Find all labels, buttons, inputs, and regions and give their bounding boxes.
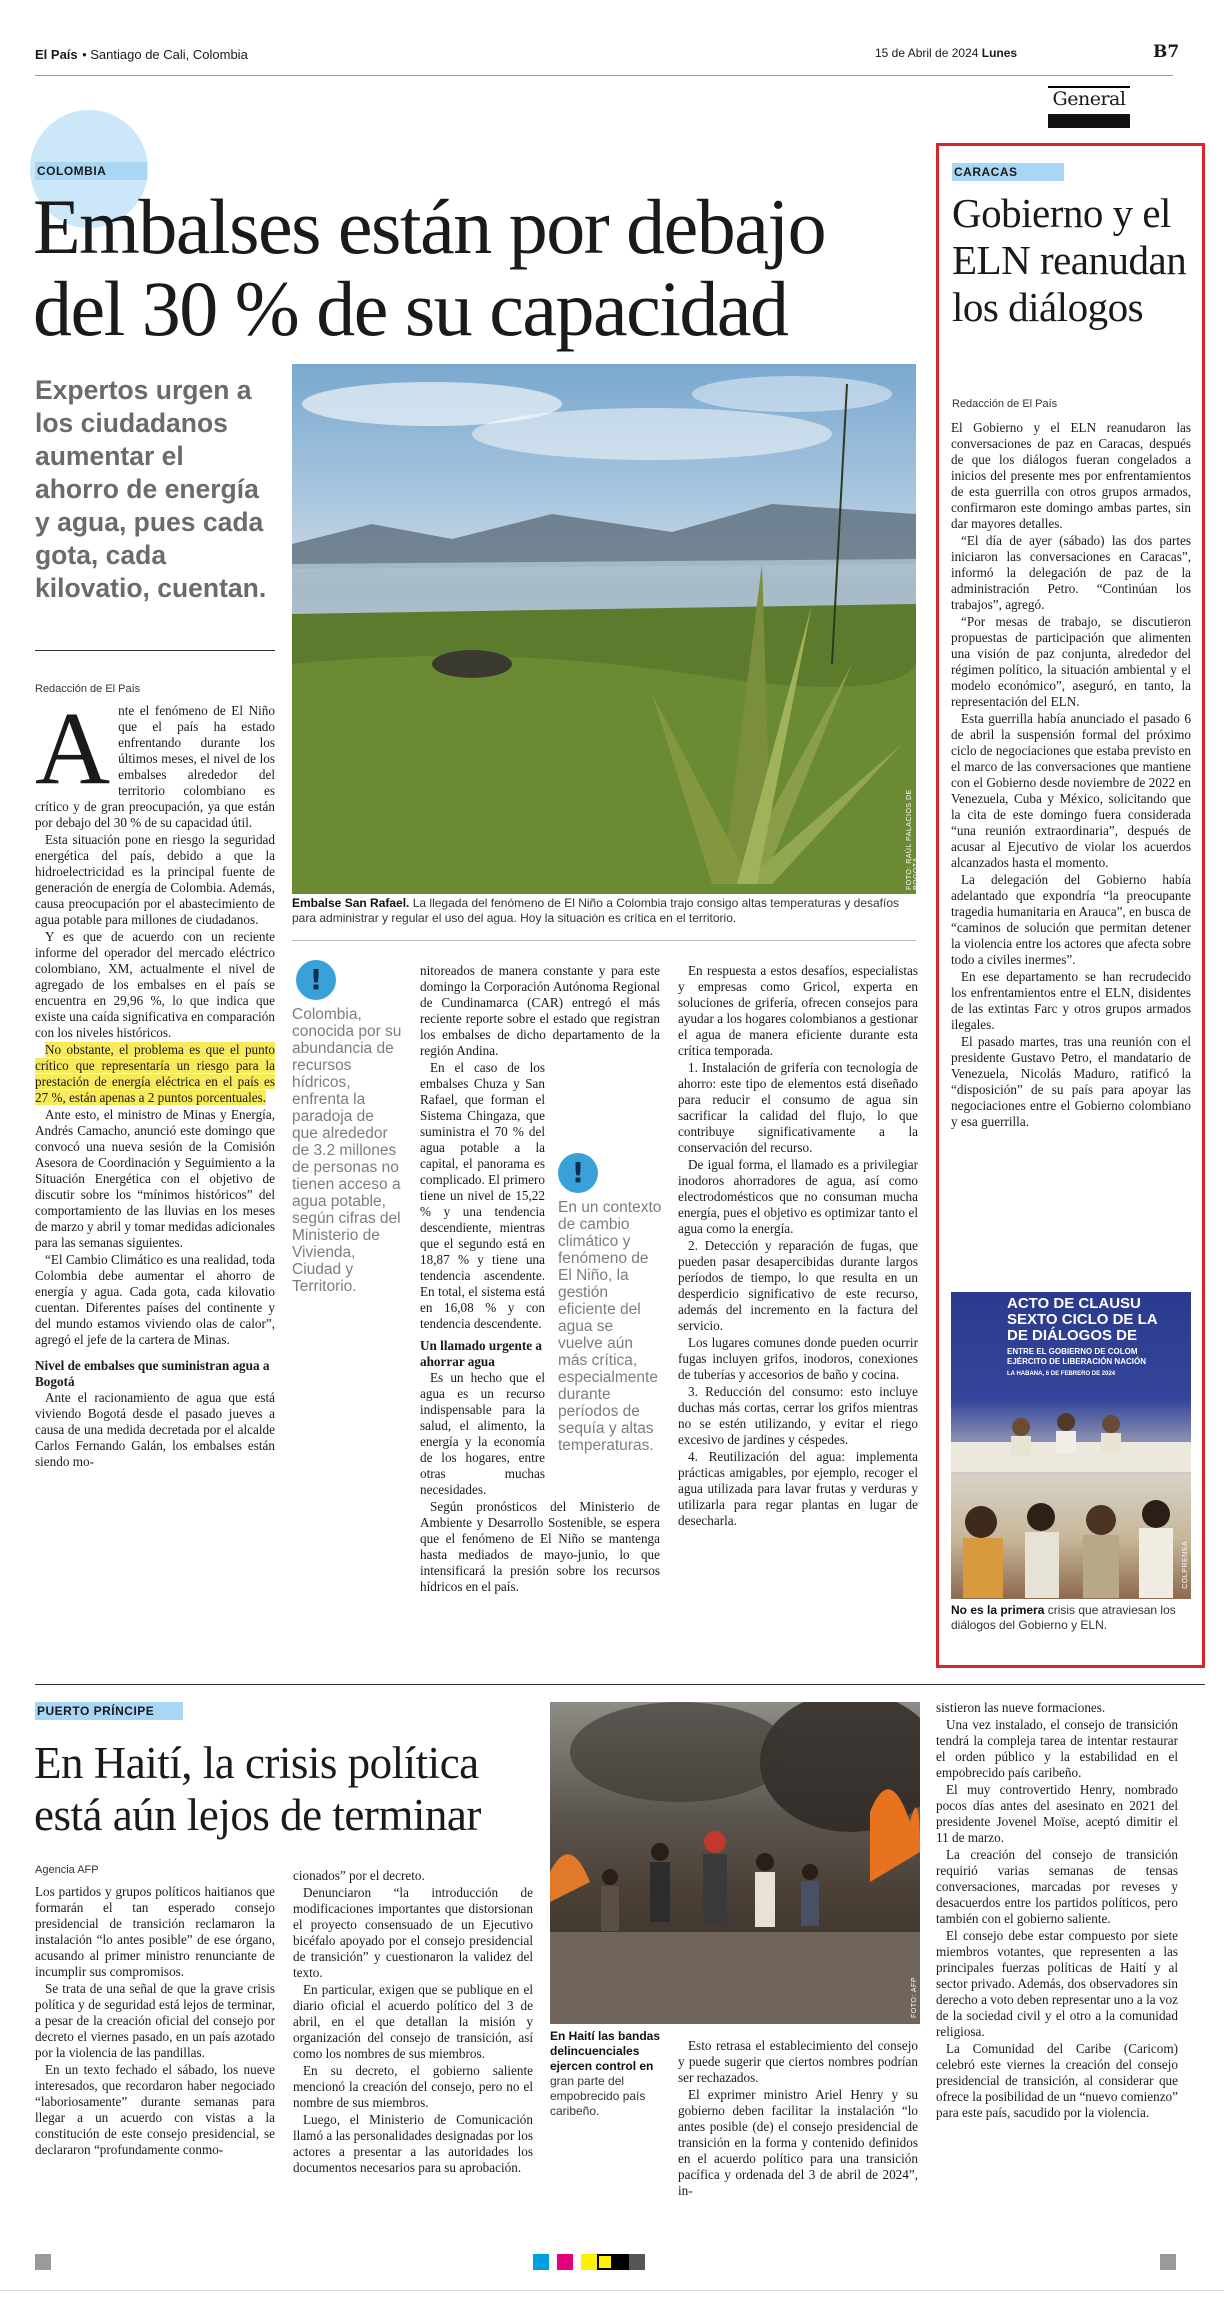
paragraph: Es un hecho que el agua es un recurso indispensable para la salud, el alimento, la energía y la economía de los hogares, entre otras muchas necesidades. bbox=[420, 1370, 545, 1497]
caption-bold: No es la primera bbox=[951, 1603, 1045, 1617]
haiti-headline bbox=[34, 1737, 544, 1841]
main-headline bbox=[33, 183, 923, 352]
paragraph: Esto retrasa el establecimiento del consejo y puede sugerir que ciertos nombres podrían ser rechazados. bbox=[678, 2038, 918, 2085]
paragraph: “El día de ayer (sábado) las dos partes iniciaron las conversaciones en Caracas”, informó la delegación de paz de la administración Petro. “Continúan los trabajos”, agregó. bbox=[951, 533, 1191, 612]
paragraph: En su decreto, el gobierno saliente mencionó la creación del consejo, pero no el nombre de sus miembros. bbox=[293, 2063, 533, 2110]
section-name: General bbox=[1052, 88, 1126, 110]
eln-photo bbox=[951, 1292, 1191, 1599]
paragraph: De igual forma, el llamado es a privilegiar inodoros ahorradores de agua, así como electrodomésticos que no consuman mucha energía, pues el objetivo es optimizar tanto el agua como la energía. bbox=[678, 1157, 918, 1236]
bottom-rule bbox=[0, 2290, 1224, 2291]
caption-bold: En Haití las bandas delincuenciales ejercen control en bbox=[550, 2029, 661, 2073]
section-bar bbox=[1048, 114, 1130, 128]
haiti-col-4 bbox=[678, 2038, 918, 2200]
paragraph: El pasado martes, tras una reunión con el presidente Gustavo Petro, el mandatario de Venezuela, Nicolás Maduro, ratificó la “disposición” de su país para apoyar las negociaciones entre el Gobierno colombiano y esa guerrilla. bbox=[951, 1034, 1191, 1129]
swatch-black bbox=[613, 2254, 629, 2270]
section-divider bbox=[35, 1684, 1205, 1685]
banner-line: DE DIÁLOGOS DE bbox=[1007, 1327, 1138, 1344]
paragraph: En particular, exigen que se publique en el diario oficial el acuerdo político del 3 de abril, en el que detallan la misión y organización del consejo de transición, así como los nombres de sus miembros. bbox=[293, 1982, 533, 2061]
registration-mark-left bbox=[35, 2254, 51, 2270]
paragraph: Ante el racionamiento de agua que está viviendo Bogotá desde el pasado jueves a causa de una medida decretada por el alcalde Carlos Fernando Galán, los embalses están siendo mo- bbox=[35, 1390, 275, 1469]
caption-text: La llegada del fenómeno de El Niño a Colombia trajo consigo altas temperaturas y desafíos para administrar y regular el uso del agua. Hoy la situación es crítica en el territorio. bbox=[292, 896, 900, 925]
haiti-caption bbox=[550, 2029, 662, 2119]
swatch-yellow bbox=[581, 2254, 597, 2270]
paragraph: El consejo debe estar compuesto por siete miembros votantes, que representen a las principales fuerzas políticas de Haití y al sector privado. Además, dos observadores sin derecho a voto deben representar uno a la voz de la sociedad civil y el otro a la comunidad religiosa. bbox=[936, 1928, 1178, 2039]
headline-line2: está aún lejos de terminar bbox=[34, 1790, 481, 1840]
registration-mark-right bbox=[1160, 2254, 1176, 2270]
photo-credit: FOTO: AFP bbox=[911, 1977, 918, 2018]
highlighted-paragraph bbox=[35, 1042, 275, 1106]
banner-line: SEXTO CICLO DE LA bbox=[1007, 1311, 1158, 1328]
pull-quote-2 bbox=[558, 1153, 662, 1454]
paragraph: En el caso de los embalses Chuza y San Rafael, que forman el Sistema Chingaza, que suministra el 70 % del agua potable a la capital, el panorama es complicado. El primero tiene un nivel de 15,22 % y una tendencia descendiente, mientras que el segundo está en 18,87 % y tiene una tendencia ascendente. En total, el sistema está en 16,08 % y con tendencia descendente. bbox=[420, 1060, 545, 1331]
paragraph: Luego, el Ministerio de Comunicación llamó a las personalidades designadas por los actores a presentar a las autoridades los documentos necesarios para su aprobación. bbox=[293, 2112, 533, 2175]
paragraph: Se trata de una señal de que la grave crisis política y de seguridad está lejos de terminar, a pesar de la creación oficial del consejo por decreto el viernes pasado, en un país azotado por la violencia de las pandillas. bbox=[35, 1981, 275, 2060]
paragraph: “El Cambio Climático es una realidad, toda Colombia debe aumentar el ahorro de energía y agua. Cada gota, cada kilovatio cuentan. Diferentes países del continente y del mundo estamos viviendo olas de calor”, agregó el jefe de la cartera de Minas. bbox=[35, 1252, 275, 1347]
paragraph: Los partidos y grupos políticos haitianos que formarán el tan esperado consejo presidencial de transición reclamaron la instalación “lo antes posible” de ese órgano, acusando al primer ministro renunciante de incumplir sus compromisos. bbox=[35, 1884, 275, 1979]
main-deck: Expertos urgen a los ciudadanos aumentar el ahorro de energía y agua, pues cada gota, cada kilovatio, cuentan. bbox=[35, 375, 267, 603]
swatch-magenta bbox=[557, 2254, 573, 2270]
caption-bold: Embalse San Rafael. bbox=[292, 896, 410, 910]
photo-scenery bbox=[292, 364, 916, 894]
paragraph: nitoreados de manera constante y para este domingo la Corporación Autónoma Regional de Cundinamarca (CAR) entregó el más reciente reporte sobre el estado que registran los embalses de dicho departamento de la región Andina. bbox=[420, 963, 660, 1058]
reservoir-photo bbox=[292, 364, 916, 894]
haiti-col-5 bbox=[936, 1700, 1178, 2122]
section-label bbox=[1048, 86, 1130, 110]
color-bar bbox=[533, 2254, 645, 2270]
date: 15 de Abril de 2024 bbox=[875, 46, 979, 60]
main-kicker: COLOMBIA bbox=[35, 162, 147, 180]
swatch-white bbox=[573, 2254, 581, 2270]
headline-line1: Embalses están por debajo bbox=[33, 183, 826, 270]
swatch-yellow-2 bbox=[597, 2254, 613, 2270]
swatch-white bbox=[549, 2254, 557, 2270]
pull-quote-text: En un contexto de cambio climático y fenómeno de El Niño, la gestión eficiente del agua se vuelve aún más crítica, especialmente durante períodos de sequía y altas temperaturas. bbox=[558, 1199, 662, 1454]
paragraph: En respuesta a estos desafíos, especialistas y empresas como Gricol, experta en soluciones de grifería, ofrecen consejos para ayudar a los hogares colombianos a gestionar el agua de manera eficiente durante esta crítica temporada. bbox=[678, 963, 918, 1058]
paragraph: “Por mesas de trabajo, se discutieron propuestas de participación que alimenten una visión de paz conjunta, alrededor del régimen político, la situación ambiental y el modelo económico”, aseguró, en tanto, la representación del ELN. bbox=[951, 614, 1191, 709]
paragraph: 4. Reutilización del agua: implementa prácticas amigables, por ejemplo, recoger el agua utilizada para lavar frutas y verduras y utilizarla para regar plantas en lugar de desecharla. bbox=[678, 1449, 918, 1528]
caption-text: crisis que atraviesan los diálogos del Gobierno y ELN. bbox=[951, 1603, 1176, 1632]
photo-credit: COLPRENSA bbox=[1182, 1541, 1189, 1589]
haiti-col-2 bbox=[293, 1868, 533, 2177]
paragraph: La Comunidad del Caribe (Caricom) celebró este viernes la creación del consejo presidencial de transición, al considerar que ofrece la posibilidad de un “nuevo comienzo” para este país, sacudido por la violencia. bbox=[936, 2041, 1178, 2120]
paper-name: El País bbox=[35, 47, 78, 62]
caption-rule bbox=[292, 940, 916, 941]
subhead: Nivel de embalses que suministran agua a Bogotá bbox=[35, 1358, 270, 1389]
highlight-text: No obstante, el problema es que el punto crítico que representaría un riesgo para la prestación de energía eléctrica en el país es 27 %, están apenas a 2 puntos porcentuales. bbox=[35, 1042, 275, 1105]
paragraph: El exprimer ministro Ariel Henry y su gobierno deben facilitar la instalación “lo antes posible (de) el consejo presidencial de transición en la forma y contenido definidos en el acuerdo político para una transición pacífica y ordenada del 3 de abril de 2024”, in- bbox=[678, 2087, 918, 2198]
photo-credit: FOTO: RAÚL PALACIOS DE BOGOTÁ bbox=[906, 789, 920, 890]
haiti-photo bbox=[550, 1702, 920, 2024]
exclamation-icon: ! bbox=[296, 960, 336, 1000]
banner-line: ENTRE EL GOBIERNO DE COLOM bbox=[1007, 1347, 1138, 1356]
paragraph: 3. Reducción del consumo: esto incluye duchas más cortas, cerrar los grifos mientras no se estén utilizando, y evitar el riego excesivo de jardines y céspedes. bbox=[678, 1384, 918, 1447]
side-caption bbox=[951, 1603, 1191, 1633]
side-byline: Redacción de El País bbox=[952, 398, 1058, 410]
side-headline: Gobierno y el ELN reanudan los diálogos bbox=[952, 190, 1187, 330]
separator: • bbox=[82, 47, 91, 62]
haiti-byline: Agencia AFP bbox=[35, 1864, 99, 1876]
paragraph: Y es que de acuerdo con un reciente informe del operador del mercado eléctrico colombiano, XM, actualmente el nivel de agregado de los embalses en el país se encuentra en 29,96 %, lo que indica que existe una caída significativa en comparación con los niveles históricos. bbox=[35, 929, 275, 1040]
paragraph: Ante esto, el ministro de Minas y Energía, Andrés Camacho, anunció este domingo que convocó una nueva sesión de la Comisión Asesora de Coordinación y Seguimiento a la Situación Energética con el objetivo de discutir sobre los “mínimos históricos” del comportamiento de las lluvias en los meses de marzo y abril y tomar medidas adicionales para las semanas siguientes. bbox=[35, 1107, 275, 1250]
paragraph: El muy controvertido Henry, nombrado pocos días antes del asesinato en 2021 del presidente Jovenel Moïse, aceptó dimitir el 11 de marzo. bbox=[936, 1782, 1178, 1845]
haiti-col-1 bbox=[35, 1884, 275, 2159]
location: Santiago de Cali, Colombia bbox=[90, 47, 248, 62]
paragraph: El Gobierno y el ELN reanudaron las conversaciones de paz en Caracas, después de que los diálogos fueran congelados a inicios del presente mes por enfrentamientos de esta guerrilla con otros grupos armados, confirmaron este domingo ambas partes, sin dar mayores detalles. bbox=[951, 420, 1191, 531]
banner-line: EJÉRCITO DE LIBERACIÓN NACIÓN bbox=[1007, 1357, 1146, 1366]
paragraph: cionados” por el decreto. bbox=[293, 1868, 425, 1883]
paragraph: Esta guerrilla había anunciado el pasado 6 de abril la suspensión formal del próximo ciclo de negociaciones que estaba previsto en el marco de las conversaciones que mantiene con el Gobierno desde noviembre de 2022 en Venezuela, Cuba y México, solicitando que la cita de este domingo fuera considerada “una reunión extraordinaria”, después de acusar al Ejecutivo de violar los acuerdos alcanzados hasta el momento. bbox=[951, 711, 1191, 870]
paragraph: En un texto fechado el sábado, los nueve interesados, que recordaron haber negociado “laboriosamente” durante semanas para llegar a un acuerdo con vistas a la constitución de este consejo presidencial, se declararon “profundamente conmo- bbox=[35, 2062, 275, 2157]
swatch-gray bbox=[629, 2254, 645, 2270]
paragraph: sistieron las nueve formaciones. bbox=[936, 1700, 1106, 1715]
exclamation-icon: ! bbox=[558, 1153, 598, 1193]
page-number: B7 bbox=[1153, 42, 1180, 62]
paragraph: La delegación del Gobierno había adelantado que expondría “la preocupante tragedia humanitaria en Arauca”, en busca de “caminos de solución que permitan detener la violencia entre los actores que afecta sobre todo a civiles inermes”. bbox=[951, 872, 1191, 967]
main-col-4 bbox=[678, 963, 918, 1530]
paragraph: Una vez instalado, el consejo de transición tendrá la compleja tarea de intentar restaurar el orden público y la estabilidad en el empobrecido país caribeño. bbox=[936, 1717, 1178, 1780]
paragraph: La creación del consejo de transición requirió varias semanas de tensas conversaciones, marcadas por reveses y desacuerdos entre los partidos políticos, pero también con el gobierno saliente. bbox=[936, 1847, 1178, 1926]
caption-text: gran parte del empobrecido país caribeño. bbox=[550, 2074, 646, 2118]
pull-quote-text: Colombia, conocida por su abundancia de recursos hídricos, enfrenta la paradoja de que alrededor de 3.2 millones de personas no tienen acceso a agua potable, según cifras del Ministerio de Vivienda, Ciudad y Territorio. bbox=[292, 1006, 402, 1295]
paragraph: Denunciaron “la introducción de modificaciones importantes que distorsionan el proyecto consensuado de un Ejecutivo bicéfalo apoyado por el consejo presidencial de transición” y cuestionaron la validez del texto. bbox=[293, 1885, 533, 1980]
photo-caption bbox=[292, 896, 916, 926]
protest-scene bbox=[550, 1702, 920, 2024]
lead-paragraph: nte el fenómeno de El Niño que el país ha estado enfrentando durante los últimos meses, el nivel de los embalses alrededor del territorio colombiano es crítico y de gran preocupación, ya que están por debajo del 30 % de su capacidad útil. bbox=[35, 703, 275, 830]
paragraph: 1. Instalación de grifería con tecnología de ahorro: este tipo de elementos está diseñado para reducir el consumo de agua sin sacrificar la calidad del flujo, lo que contribuye significativamente a la conservación del recurso. bbox=[678, 1060, 918, 1155]
haiti-kicker: PUERTO PRÍNCIPE bbox=[35, 1702, 183, 1720]
paragraph: 2. Detección y reparación de fugas, que pueden pasar desapercibidas durante largos períodos de tiempo, lo que resulta en un desperdicio significativo de este recurso, además del incremento en la factura del servicio. bbox=[678, 1238, 918, 1333]
side-body bbox=[951, 420, 1191, 1131]
banner-line: ACTO DE CLAUSU bbox=[1007, 1295, 1141, 1312]
swatch-cyan bbox=[533, 2254, 549, 2270]
paragraph: En ese departamento se han recrudecido los enfrentamientos entre el ELN, disidentes de las extintas Farc y otros grupos armados ilegales. bbox=[951, 969, 1191, 1032]
masthead-bar bbox=[35, 42, 1180, 76]
meeting-scene bbox=[951, 1292, 1191, 1599]
banner-line: LA HABANA, 6 DE FEBRERO DE 2024 bbox=[1007, 1371, 1116, 1377]
main-byline: Redacción de El País bbox=[35, 683, 141, 695]
date-group bbox=[875, 46, 1017, 60]
paragraph: Esta situación pone en riesgo la seguridad energética del país, debido a que la hidroelectricidad es la principal fuente de generación de energía de Colombia. Además, causa preocupación por el abastecimiento de agua potable para millones de ciudadanos. bbox=[35, 832, 275, 927]
paragraph: Los lugares comunes donde pueden ocurrir fugas incluyen grifos, inodoros, conexiones de tuberías y accesorios de baño y cocina. bbox=[678, 1335, 918, 1382]
weekday: Lunes bbox=[981, 46, 1018, 60]
headline-line1: En Haití, la crisis política bbox=[34, 1738, 479, 1788]
main-col-1 bbox=[35, 691, 275, 1471]
deck-rule bbox=[35, 650, 275, 651]
headline-line2: del 30 % de su capacidad bbox=[33, 265, 788, 352]
side-kicker: CARACAS bbox=[952, 163, 1064, 181]
subhead: Un llamado urgente a ahorrar agua bbox=[420, 1338, 542, 1369]
paragraph: Según pronósticos del Ministerio de Ambiente y Desarrollo Sostenible, se espera que el fenómeno de El Niño se mantenga hasta mediados de mayo-junio, lo que intensificará la presión sobre los recursos hídricos en el país. bbox=[420, 1499, 660, 1594]
dropcap: A bbox=[35, 691, 111, 806]
pull-quote-1 bbox=[292, 960, 402, 1295]
